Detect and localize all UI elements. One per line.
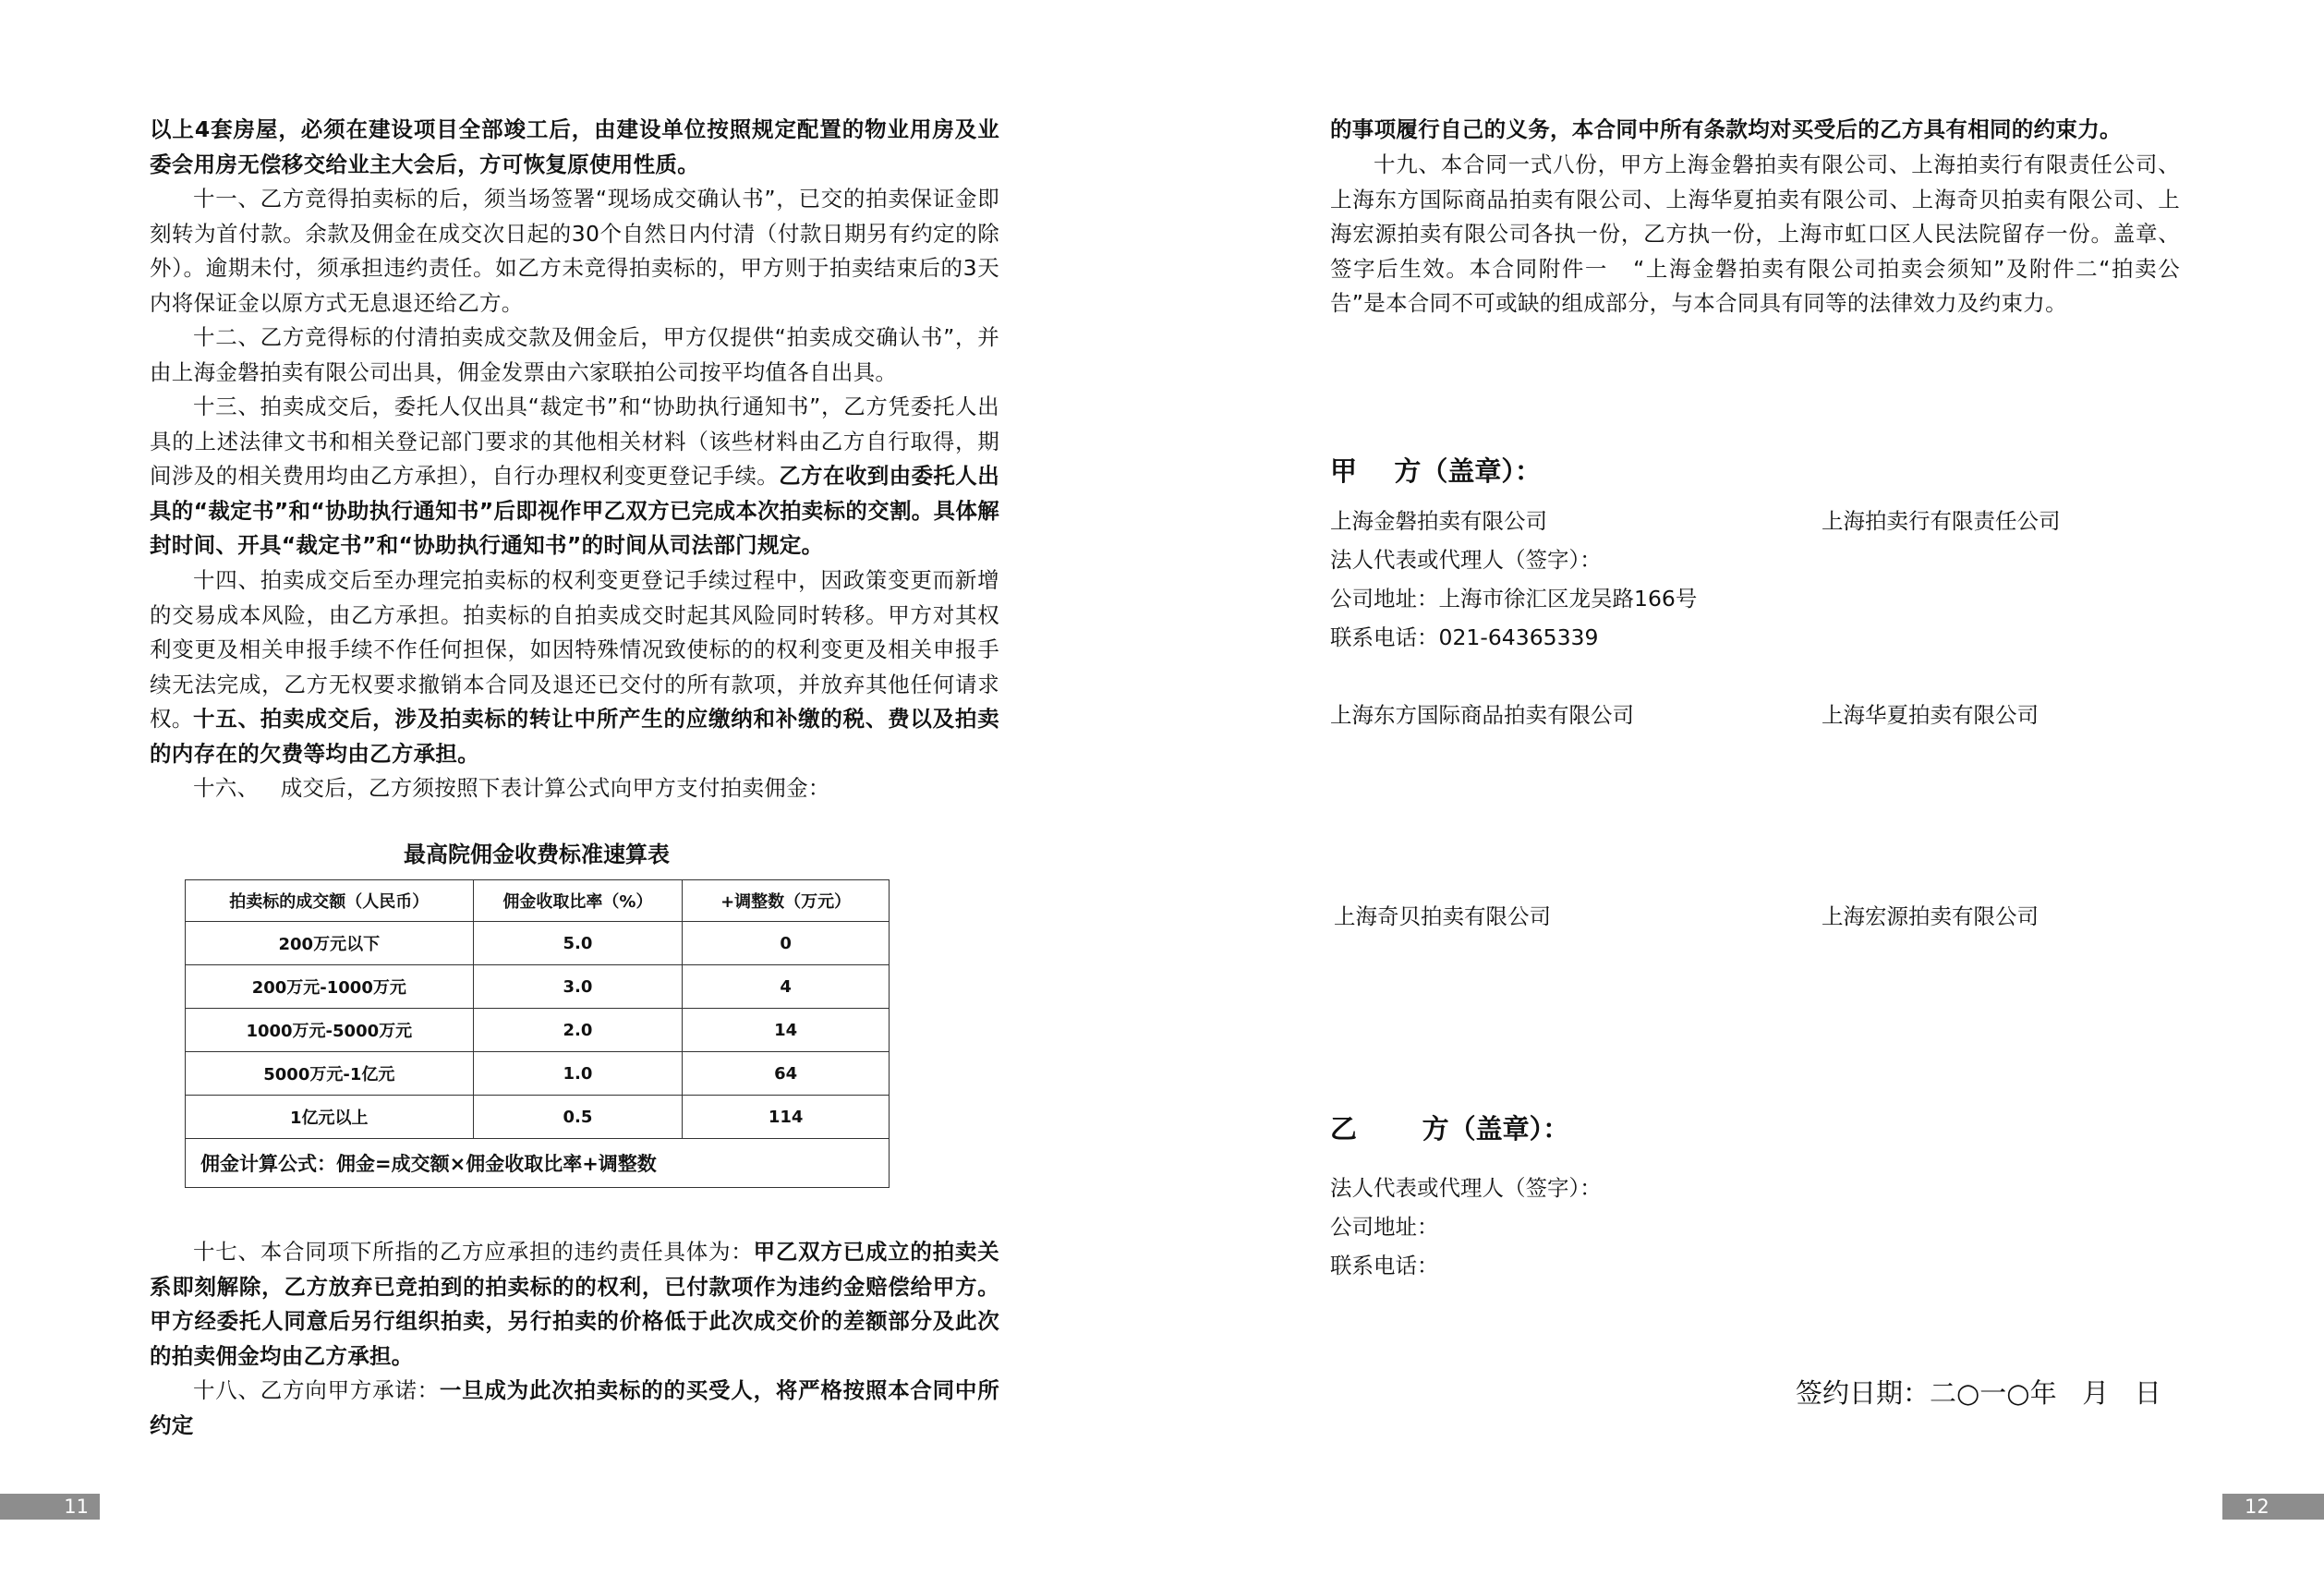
paragraph-clause-14: 十四、拍卖成交后至办理完拍卖标的权利变更登记手续过程中，因政策变更而新增的交易成本风险，由乙方承担。拍卖标的自拍卖成交时起其风险同时转移。甲方对其权利变更及相关申报手续不作任何担保，如因特殊情况致使标的的权利变更及相关申报手续无法完成，乙方无权要求撤销本合同及退还已交付的所有款项，并放弃其他任何请求权。 bbox=[150, 567, 999, 732]
commission-table-title: 最高院佣金收费标准速算表 bbox=[404, 842, 670, 867]
table-row bbox=[186, 1096, 890, 1139]
table-cell: 1亿元以上 bbox=[186, 1096, 474, 1139]
party-a-phone: 联系电话：021-64365339 bbox=[1330, 624, 1599, 650]
table-cell: 4 bbox=[683, 965, 890, 1009]
table-row bbox=[186, 965, 890, 1009]
party-a-company-1: 上海金磐拍卖有限公司 bbox=[1330, 508, 1547, 534]
paragraph-clause-16: 十六、 成交后，乙方须按照下表计算公式向甲方支付拍卖佣金： bbox=[193, 775, 830, 801]
table-cell: 1.0 bbox=[473, 1052, 683, 1096]
paragraph-clause-18: 十八、乙方向甲方承诺：一旦成为此次拍卖标的的买受人，将严格按照本合同中所约定 bbox=[150, 1377, 999, 1438]
right-page bbox=[1162, 0, 2324, 1587]
table-cell: 1000万元-5000万元 bbox=[186, 1009, 474, 1052]
table-cell: 2.0 bbox=[473, 1009, 683, 1052]
table-cell: 3.0 bbox=[473, 965, 683, 1009]
paragraph-housing-note: 以上4套房屋，必须在建设项目全部竣工后，由建设单位按照规定配置的物业用房及业委会用房无偿移交给业主大会后，方可恢复原使用性质。 bbox=[150, 116, 999, 177]
table-cell: 64 bbox=[683, 1052, 890, 1096]
signing-date: 签约日期：二○一○年 月 日 bbox=[1796, 1377, 2161, 1409]
party-a-legal-rep: 法人代表或代理人（签字）： bbox=[1330, 547, 1602, 573]
commission-table bbox=[185, 879, 890, 1188]
paragraph-clause-13: 十三、拍卖成交后，委托人仅出具“裁定书”和“协助执行通知书”，乙方凭委托人出具的上述法律文书和相关登记部门要求的其他相关材料（该些材料由乙方自行取得，期间涉及的相关费用均由乙方承担），自行办理权利变更登记手续。乙方在收到由委托人出具的“裁定书”和“协助执行通知书”后即视作甲乙双方已完成本次拍卖标的交割。具体解封时间、开具“裁定书”和“协助执行通知书”的时间从司法部门规定。 bbox=[150, 394, 999, 558]
paragraph-clause-11: 十一、乙方竞得拍卖标的后，须当场签署“现场成交确认书”，已交的拍卖保证金即刻转为首付款。余款及佣金在成交次日起的30个自然日内付清（付款日期另有约定的除外）。逾期未付，须承担违约责任。如乙方未竞得拍卖标的，甲方则于拍卖结束后的3天内将保证金以原方式无息退还给乙方。 bbox=[150, 186, 999, 316]
table-cell: 5.0 bbox=[473, 922, 683, 965]
table-cell: 14 bbox=[683, 1009, 890, 1052]
table-cell: 114 bbox=[683, 1096, 890, 1139]
paragraph-continuation: 的事项履行自己的义务，本合同中所有条款均对买受后的乙方具有相同的约束力。 bbox=[1330, 116, 2122, 142]
paragraph-clause-12: 十二、乙方竞得标的付清拍卖成交款及佣金后，甲方仅提供“拍卖成交确认书”，并由上海金磐拍卖有限公司出具，佣金发票由六家联拍公司按平均值各自出具。 bbox=[150, 324, 999, 385]
party-a-company-6: 上海宏源拍卖有限公司 bbox=[1822, 903, 2039, 929]
table-cell: 5000万元-1亿元 bbox=[186, 1052, 474, 1096]
party-a-heading: 甲 方（盖章）： bbox=[1330, 455, 1542, 487]
table-header-cell: 佣金收取比率（%） bbox=[473, 880, 683, 922]
table-header-row bbox=[186, 880, 890, 922]
table-row bbox=[186, 1009, 890, 1052]
table-cell: 200万元以下 bbox=[186, 922, 474, 965]
paragraph-clause-17: 十七、本合同项下所指的乙方应承担的违约责任具体为：甲乙双方已成立的拍卖关系即刻解除，乙方放弃已竞拍到的拍卖标的的权利，已付款项作为违约金赔偿给甲方。甲方经委托人同意后另行组织拍卖，另行拍卖的价格低于此次成交价的差额部分及此次的拍卖佣金均由乙方承担。 bbox=[150, 1239, 999, 1369]
party-b-legal-rep: 法人代表或代理人（签字）： bbox=[1330, 1175, 1602, 1201]
table-formula-row bbox=[186, 1139, 890, 1188]
table-row bbox=[186, 1052, 890, 1096]
table-header-cell: 拍卖标的成交额（人民币） bbox=[186, 880, 474, 922]
party-b-address: 公司地址： bbox=[1330, 1214, 1439, 1240]
table-cell: 200万元-1000万元 bbox=[186, 965, 474, 1009]
party-a-company-2: 上海拍卖行有限责任公司 bbox=[1822, 508, 2061, 534]
table-header-cell: +调整数（万元） bbox=[683, 880, 890, 922]
party-a-company-3: 上海东方国际商品拍卖有限公司 bbox=[1330, 702, 1634, 728]
table-cell: 0.5 bbox=[473, 1096, 683, 1139]
party-a-company-4: 上海华夏拍卖有限公司 bbox=[1822, 702, 2039, 728]
paragraph-clause-15: 十五、拍卖成交后，涉及拍卖标的转让中所产生的应缴纳和补缴的税、费以及拍卖的内存在的欠费等均由乙方承担。 bbox=[150, 706, 999, 767]
party-b-phone: 联系电话： bbox=[1330, 1253, 1439, 1278]
party-a-address: 公司地址：上海市徐汇区龙吴路166号 bbox=[1330, 586, 1698, 612]
party-b-heading: 乙 方（盖章）： bbox=[1330, 1113, 1570, 1145]
paragraph-clause-19: 十九、本合同一式八份，甲方上海金磐拍卖有限公司、上海拍卖行有限责任公司、上海东方国际商品拍卖有限公司、上海华夏拍卖有限公司、上海奇贝拍卖有限公司、上海宏源拍卖有限公司各执一份，乙方执一份，上海市虹口区人民法院留存一份。盖章、签字后生效。本合同附件一 “上海金磐拍卖有限公司拍卖会须知”及附件二“拍卖公告”是本合同不可或缺的组成部分，与本合同具有同等的法律效力及约束力。 bbox=[1330, 151, 2180, 316]
page-number-right: 12 bbox=[2222, 1494, 2324, 1520]
commission-formula: 佣金计算公式：佣金=成交额×佣金收取比率+调整数 bbox=[186, 1139, 890, 1188]
table-row bbox=[186, 922, 890, 965]
party-a-company-5: 上海奇贝拍卖有限公司 bbox=[1334, 903, 1551, 929]
page-number-left: 11 bbox=[0, 1494, 100, 1520]
table-cell: 0 bbox=[683, 922, 890, 965]
